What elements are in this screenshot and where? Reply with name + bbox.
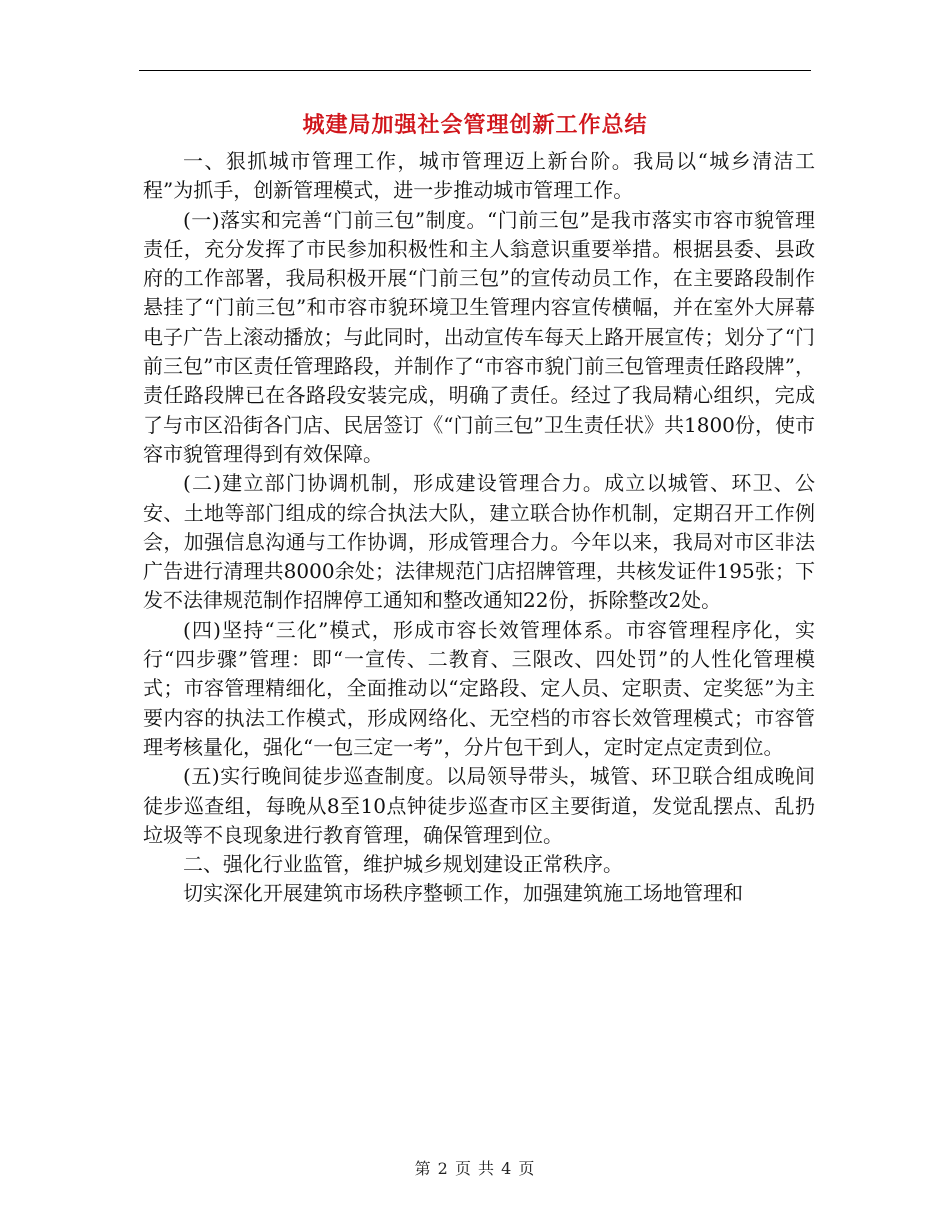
paragraph: (四)坚持“三化”模式，形成市容长效管理体系。市容管理程序化，实行“四步骤”管理：即“一宣传、二教育、三限改、四处罚”的人性化管理模式；市容管理精细化，全面推动以“定路段、定人员、定职责、定奖惩”为主要内容的执法工作模式，形成网络化、无空档的市容长效管理模式；市容管理考核量化，强化“一包三定一考”，分片包干到人，定时定点定责到位。 bbox=[143, 617, 815, 759]
document-title: 城建局加强社会管理创新工作总结 bbox=[302, 112, 648, 138]
paragraph: (五)实行晚间徒步巡查制度。以局领导带头，城管、环卫联合组成晚间徒步巡查组，每晚从8至10点钟徒步巡查市区主要街道，发觉乱摆点、乱扔垃圾等不良现象进行教育管理，确保管理到位。 bbox=[143, 764, 815, 847]
paragraph: (二)建立部门协调机制，形成建设管理合力。成立以城管、环卫、公安、土地等部门组成的综合执法大队，建立联合协作机制，定期召开工作例会，加强信息沟通与工作协调，形成管理合力。今年以来，我局对市区非法广告进行清理共8000余处；法律规范门店招牌管理，共核发证件195张；下发不法律规范制作招牌停工通知和整改通知22份，拆除整改2处。 bbox=[143, 471, 815, 613]
paragraph: (一)落实和完善“门前三包”制度。“门前三包”是我市落实市容市貌管理责任，充分发挥了市民参加积极性和主人翁意识重要举措。根据县委、县政府的工作部署，我局积极开展“门前三包”的宣传动员工作，在主要路段制作悬挂了“门前三包”和市容市貌环境卫生管理内容宣传横幅，并在室外大屏幕电子广告上滚动播放；与此同时，出动宣传车每天上路开展宣传；划分了“门前三包”市区责任管理路段，并制作了“市容市貌门前三包管理责任路段牌”，责任路段牌已在各路段安装完成，明确了责任。经过了我局精心组织，完成了与市区沿街各门店、民居签订《“门前三包”卫生责任状》共1800份，使市容市貌管理得到有效保障。 bbox=[143, 207, 815, 466]
document-body bbox=[143, 147, 815, 909]
paragraph: 二、强化行业监管，维护城乡规划建设正常秩序。 bbox=[183, 852, 623, 877]
paragraph: 一、狠抓城市管理工作，城市管理迈上新台阶。我局以“城乡清洁工程”为抓手，创新管理模式，进一步推动城市管理工作。 bbox=[143, 149, 815, 203]
page-footer: 第 2 页 共 4 页 bbox=[414, 1159, 536, 1178]
header-rule bbox=[139, 70, 811, 71]
paragraph: 切实深化开展建筑市场秩序整顿工作，加强建筑施工场地管理和 bbox=[183, 881, 743, 906]
